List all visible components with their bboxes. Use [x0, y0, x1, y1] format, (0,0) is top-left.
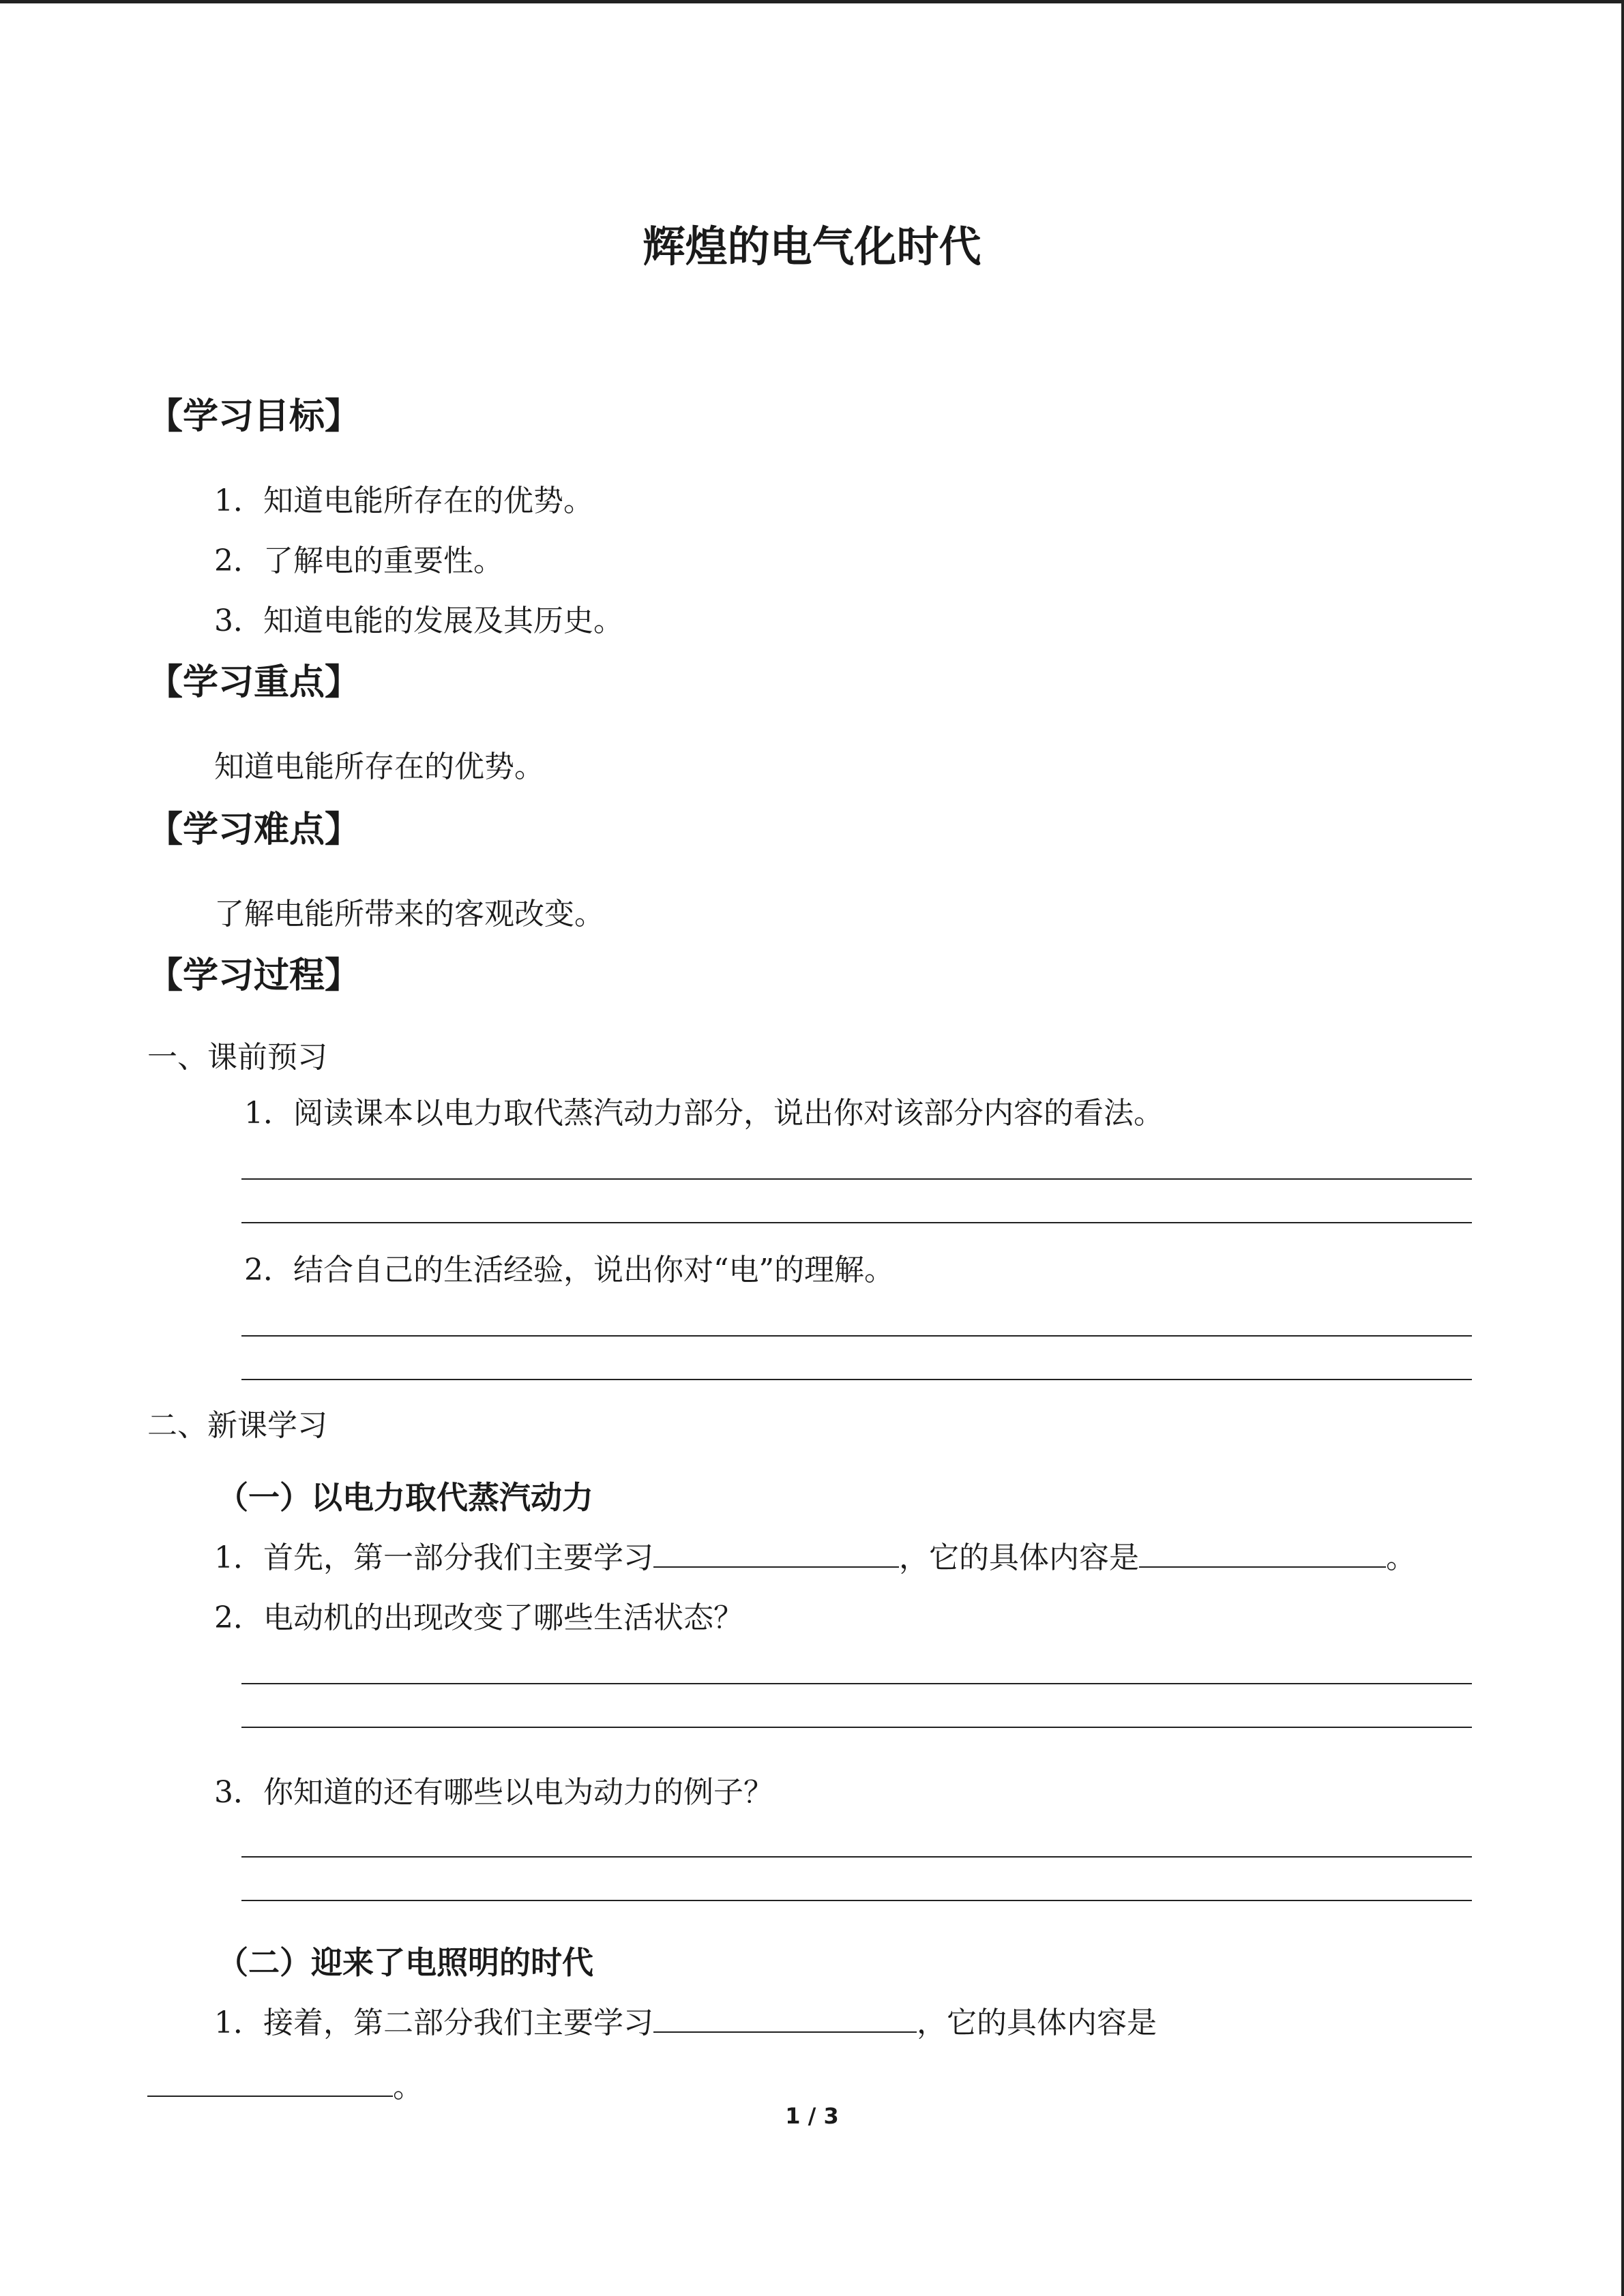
- page-number: 1 / 3: [785, 2103, 839, 2129]
- part1-q1-text-c: 。: [1386, 1540, 1416, 1575]
- part2-title: （二）迎来了电照明的时代: [217, 1944, 593, 1981]
- fill-blank[interactable]: [147, 2095, 393, 2097]
- part1-question-2: 2．电动机的出现改变了哪些生活状态？: [214, 1600, 743, 1635]
- answer-line[interactable]: [241, 1856, 1472, 1858]
- process-heading: 【学习过程】: [147, 955, 361, 996]
- preview-question-1: 1．阅读课本以电力取代蒸汽动力部分，说出你对该部分内容的看法。: [244, 1096, 1164, 1131]
- answer-line[interactable]: [241, 1379, 1472, 1380]
- fill-blank[interactable]: [653, 2031, 917, 2033]
- new-lesson-label: 二、新课学习: [147, 1408, 327, 1443]
- difficulty-heading: 【学习难点】: [147, 809, 361, 850]
- part1-q1-text-b: ，它的具体内容是: [899, 1540, 1139, 1575]
- answer-line[interactable]: [241, 1727, 1472, 1728]
- objective-item-2: 2．了解电的重要性。: [214, 543, 503, 578]
- objectives-heading: 【学习目标】: [147, 396, 361, 437]
- part2-q1-text-c: 。: [393, 2070, 423, 2104]
- part2-question-1-continued: [147, 2062, 423, 2106]
- part2-q1-text-b: ，它的具体内容是: [917, 2006, 1157, 2040]
- answer-line[interactable]: [241, 1900, 1472, 1901]
- part1-title: （一）以电力取代蒸汽动力: [217, 1479, 593, 1516]
- part2-q1-text-a: 1．接着，第二部分我们主要学习: [214, 2006, 653, 2040]
- answer-line[interactable]: [241, 1178, 1472, 1180]
- key-point-text: 知道电能所存在的优势。: [214, 749, 544, 784]
- difficulty-text: 了解电能所带来的客观改变。: [214, 897, 604, 931]
- fill-blank[interactable]: [653, 1566, 899, 1568]
- part1-question-3: 3．你知道的还有哪些以电为动力的例子？: [214, 1775, 773, 1810]
- page-right-border: [1621, 0, 1624, 2296]
- document-title: 辉煌的电气化时代: [643, 222, 981, 271]
- preview-label: 一、课前预习: [147, 1040, 327, 1075]
- part1-question-1: [214, 1533, 1416, 1577]
- answer-line[interactable]: [241, 1222, 1472, 1223]
- part2-question-1: [214, 1998, 1157, 2042]
- answer-line[interactable]: [241, 1335, 1472, 1337]
- objective-item-3: 3．知道电能的发展及其历史。: [214, 603, 623, 638]
- part1-q1-text-a: 1．首先，第一部分我们主要学习: [214, 1540, 653, 1575]
- answer-line[interactable]: [241, 1683, 1472, 1684]
- page-top-border: [0, 0, 1624, 3]
- fill-blank[interactable]: [1139, 1566, 1386, 1568]
- key-point-heading: 【学习重点】: [147, 662, 361, 703]
- objective-item-1: 1．知道电能所存在的优势。: [214, 483, 593, 518]
- preview-question-2: 2．结合自己的生活经验，说出你对“电”的理解。: [244, 1253, 894, 1287]
